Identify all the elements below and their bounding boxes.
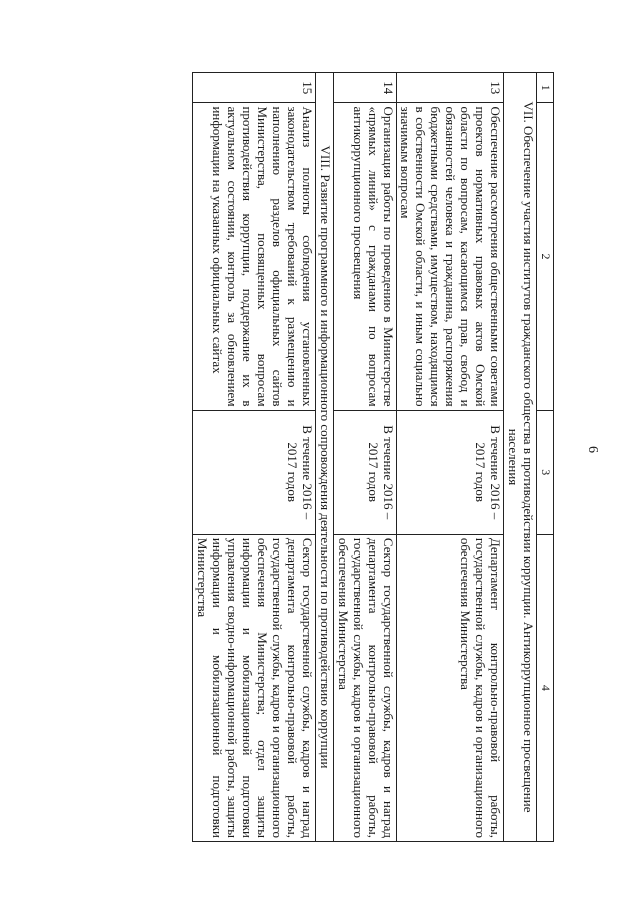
executor-cell: Сектор государственной службы, кадров и наград департамента контрольно-правовой работы, государственной службы, кадров и организационного обеспечения Министерства (333, 534, 396, 841)
measure-cell: Обеспечение рассмотрения общественными советами проектов нормативных правовых актов Омской области по вопросам, касающимся прав, свобод и обязанностей человека и гражданина, распоряжения бюджетными средствами, имуществом, находящимся в собственности Омской области, и иным социально значимым вопросам (396, 103, 504, 410)
page-number: 6 (585, 446, 600, 453)
term-cell: В течение 2016 – 2017 годов (333, 410, 396, 534)
row-number: 14 (333, 73, 396, 103)
column-number: 3 (537, 410, 554, 534)
plan-table (192, 72, 554, 842)
table-row (193, 73, 316, 842)
section-heading-row (504, 73, 537, 842)
table-row (396, 73, 504, 842)
term-cell: В течение 2016 – 2017 годов (193, 410, 316, 534)
column-number: 4 (537, 534, 554, 841)
column-number-row (537, 73, 554, 842)
executor-cell: Департамент контрольно-правовой работы, государственной службы, кадров и организационного обеспечения Министерства (396, 534, 504, 841)
column-number: 1 (537, 73, 554, 103)
section-heading: VII. Обеспечение участия институтов гражданского общества в противодействии коррупции. Антикоррупционное просвещение населения (504, 73, 537, 842)
measure-cell: Организация работы по проведению в Министерстве «прямых линий» с гражданами по вопросам антикоррупционного просвещения (333, 103, 396, 410)
measure-cell: Анализ полноты соблюдения установленных законодательством требований к размещению и наполнению разделов официальных сайтов Министерства, посвященных вопросам противодействия коррупции, поддержание их в актуальном состоянии, контроль за обновлением информации на указанных официальных сайтах (193, 103, 316, 410)
section-heading: VIII. Развитие программного и информационного сопровождения деятельности по противодействию коррупции (315, 73, 333, 842)
column-number: 2 (537, 103, 554, 410)
table-row (333, 73, 396, 842)
term-cell: В течение 2016 – 2017 годов (396, 410, 504, 534)
section-heading-row (315, 73, 333, 842)
row-number: 13 (396, 73, 504, 103)
row-number: 15 (193, 73, 316, 103)
executor-cell: Сектор государственной службы, кадров и наград департамента контрольно-правовой работы, государственной службы, кадров и организационного обеспечения Министерства; отдел защиты информации и мобилизационной подготовки управления сводно-информационной работы, защиты информации и мобилизационной подготовки Министерства (193, 534, 316, 841)
